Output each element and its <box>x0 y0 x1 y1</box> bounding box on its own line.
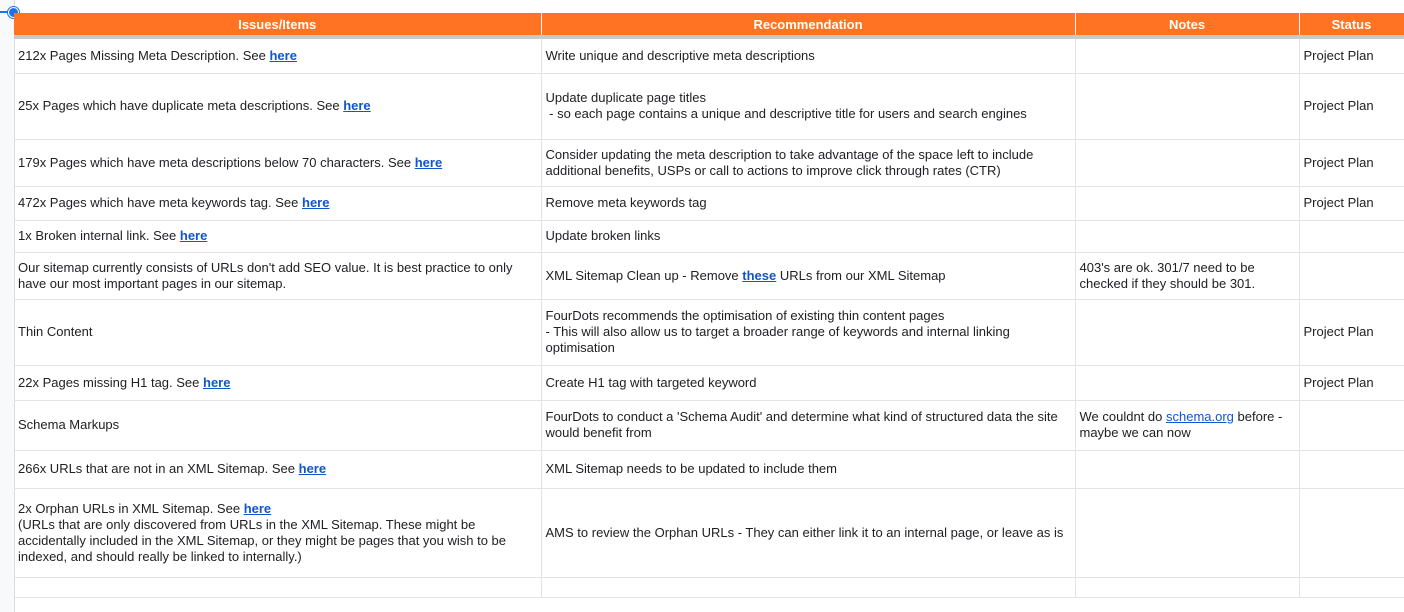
here-link[interactable]: here <box>343 98 371 113</box>
spreadsheet-grid <box>14 13 1404 598</box>
issue-cell[interactable] <box>14 400 541 450</box>
recommendation-text: Write unique and descriptive meta descriptions <box>545 47 815 63</box>
recommendation-cell[interactable] <box>541 37 1075 73</box>
recommendation-cell[interactable] <box>541 220 1075 252</box>
notes-text-tail: before - maybe we can now <box>1079 409 1283 440</box>
issue-cell[interactable] <box>14 37 541 73</box>
notes-cell[interactable] <box>1075 252 1299 299</box>
notes-text: We couldnt do <box>1079 409 1166 424</box>
status-cell[interactable] <box>1299 365 1404 400</box>
recommendation-text: FourDots recommends the optimisation of existing thin content pages - This will also allow us to target a broader range of keywords and internal linking optimisation <box>545 308 1010 355</box>
here-link[interactable]: here <box>203 374 231 390</box>
recommendation-text: XML Sitemap Clean up - Remove <box>545 267 743 283</box>
recommendation-cell[interactable] <box>541 299 1075 365</box>
status-cell[interactable] <box>1299 299 1404 365</box>
recommendation-text: Create H1 tag with targeted keyword <box>545 374 757 390</box>
recommendation-cell[interactable] <box>541 252 1075 299</box>
recommendation-cell[interactable] <box>541 73 1075 139</box>
header-recommendation[interactable]: Recommendation <box>541 13 1075 37</box>
table-row <box>14 400 1404 450</box>
status-text: Project Plan <box>1303 374 1374 390</box>
status-cell[interactable] <box>1299 73 1404 139</box>
empty-cell[interactable] <box>1299 577 1404 597</box>
status-cell[interactable] <box>1299 252 1404 299</box>
here-link[interactable]: here <box>269 47 297 63</box>
notes-text: 403's are ok. 301/7 need to be checked if they should be 301. <box>1079 259 1256 291</box>
status-text: Project Plan <box>1303 195 1374 210</box>
notes-cell[interactable] <box>1075 450 1299 488</box>
notes-cell[interactable] <box>1075 299 1299 365</box>
notes-cell[interactable] <box>1075 73 1299 139</box>
issue-text: 2x Orphan URLs in XML Sitemap. See <box>18 500 244 516</box>
issue-text: Thin Content <box>18 324 93 339</box>
recommendation-cell[interactable] <box>541 400 1075 450</box>
issue-cell[interactable] <box>14 220 541 252</box>
issue-cell[interactable] <box>14 365 541 400</box>
recommendation-text: AMS to review the Orphan URLs - They can either link it to an internal page, or leave as is <box>545 524 1064 540</box>
recommendation-text: Update broken links <box>545 228 661 243</box>
recommendation-cell[interactable] <box>541 488 1075 577</box>
issue-text: 266x URLs that are not in an XML Sitemap. See <box>18 461 299 476</box>
issue-cell[interactable] <box>14 186 541 220</box>
status-text: Project Plan <box>1303 154 1374 170</box>
issue-text: 1x Broken internal link. See <box>18 228 180 243</box>
issue-detail-text: (URLs that are only discovered from URLs in the XML Sitemap. These might be accidentally included in the XML Sitemap, or they might be pages that you wish to be indexed, and should really be linked to internally.) <box>18 516 507 564</box>
table-row <box>14 365 1404 400</box>
here-link[interactable]: here <box>243 500 272 516</box>
header-notes[interactable]: Notes <box>1075 13 1299 37</box>
issue-cell[interactable] <box>14 450 541 488</box>
here-link[interactable]: here <box>298 461 327 476</box>
empty-cell[interactable] <box>1075 577 1299 597</box>
empty-cell[interactable] <box>14 577 541 597</box>
table-row <box>14 252 1404 299</box>
table-row <box>14 220 1404 252</box>
issue-text: 25x Pages which have duplicate meta descriptions. See <box>18 98 344 113</box>
status-text: Project Plan <box>1303 324 1374 339</box>
notes-cell[interactable] <box>1075 139 1299 186</box>
issue-text: 22x Pages missing H1 tag. See <box>18 374 203 390</box>
header-issues[interactable]: Issues/Items <box>14 13 541 37</box>
empty-cell[interactable] <box>541 577 1075 597</box>
here-link[interactable]: here <box>414 154 443 170</box>
table-row <box>14 37 1404 73</box>
table-row <box>14 299 1404 365</box>
issue-text: 472x Pages which have meta keywords tag. See <box>18 195 302 210</box>
table-row <box>14 139 1404 186</box>
recommendation-text: Consider updating the meta description to take advantage of the space left to include additional benefits, USPs or call to actions to improve click through rates (CTR) <box>545 146 1034 178</box>
empty-row <box>14 577 1404 597</box>
recommendation-text: FourDots to conduct a 'Schema Audit' and determine what kind of structured data the site would benefit from <box>545 409 1058 440</box>
audit-table <box>14 13 1404 598</box>
status-text: Project Plan <box>1303 98 1374 113</box>
issue-cell[interactable] <box>14 299 541 365</box>
schema-org-link[interactable]: schema.org <box>1165 409 1234 424</box>
header-row <box>14 13 1404 37</box>
issue-cell[interactable] <box>14 252 541 299</box>
table-row <box>14 73 1404 139</box>
notes-cell[interactable] <box>1075 365 1299 400</box>
these-link[interactable]: these <box>742 267 777 283</box>
recommendation-cell[interactable] <box>541 450 1075 488</box>
here-link[interactable]: here <box>302 195 330 210</box>
notes-cell[interactable] <box>1075 37 1299 73</box>
notes-cell[interactable] <box>1075 488 1299 577</box>
notes-cell[interactable] <box>1075 220 1299 252</box>
table-row <box>14 488 1404 577</box>
table-row <box>14 450 1404 488</box>
status-cell[interactable] <box>1299 139 1404 186</box>
recommendation-cell[interactable] <box>541 139 1075 186</box>
status-cell[interactable] <box>1299 186 1404 220</box>
issue-cell[interactable] <box>14 488 541 577</box>
recommendation-text: Remove meta keywords tag <box>545 195 707 210</box>
recommendation-cell[interactable] <box>541 186 1075 220</box>
here-link[interactable]: here <box>179 228 208 243</box>
recommendation-text-tail: URLs from our XML Sitemap <box>776 267 946 283</box>
issue-text: 212x Pages Missing Meta Description. See <box>18 47 270 63</box>
recommendation-text: XML Sitemap needs to be updated to include them <box>545 461 837 476</box>
notes-cell[interactable] <box>1075 400 1299 450</box>
recommendation-cell[interactable] <box>541 365 1075 400</box>
row-header-gutter <box>0 0 15 612</box>
status-cell[interactable] <box>1299 488 1404 577</box>
issue-cell[interactable] <box>14 139 541 186</box>
notes-cell[interactable] <box>1075 186 1299 220</box>
issue-text: Our sitemap currently consists of URLs don't add SEO value. It is best practice to only have our most important pages in our sitemap. <box>18 259 513 291</box>
table-row <box>14 186 1404 220</box>
header-status[interactable]: Status <box>1299 13 1404 37</box>
status-cell[interactable] <box>1299 400 1404 450</box>
issue-cell[interactable] <box>14 73 541 139</box>
issue-text: 179x Pages which have meta descriptions below 70 characters. See <box>18 154 415 170</box>
status-text: Project Plan <box>1303 47 1374 63</box>
issue-text: Schema Markups <box>18 417 120 432</box>
status-cell[interactable] <box>1299 220 1404 252</box>
recommendation-text: Update duplicate page titles - so each page contains a unique and descriptive title for users and search engines <box>545 90 1027 121</box>
status-cell[interactable] <box>1299 37 1404 73</box>
status-cell[interactable] <box>1299 450 1404 488</box>
